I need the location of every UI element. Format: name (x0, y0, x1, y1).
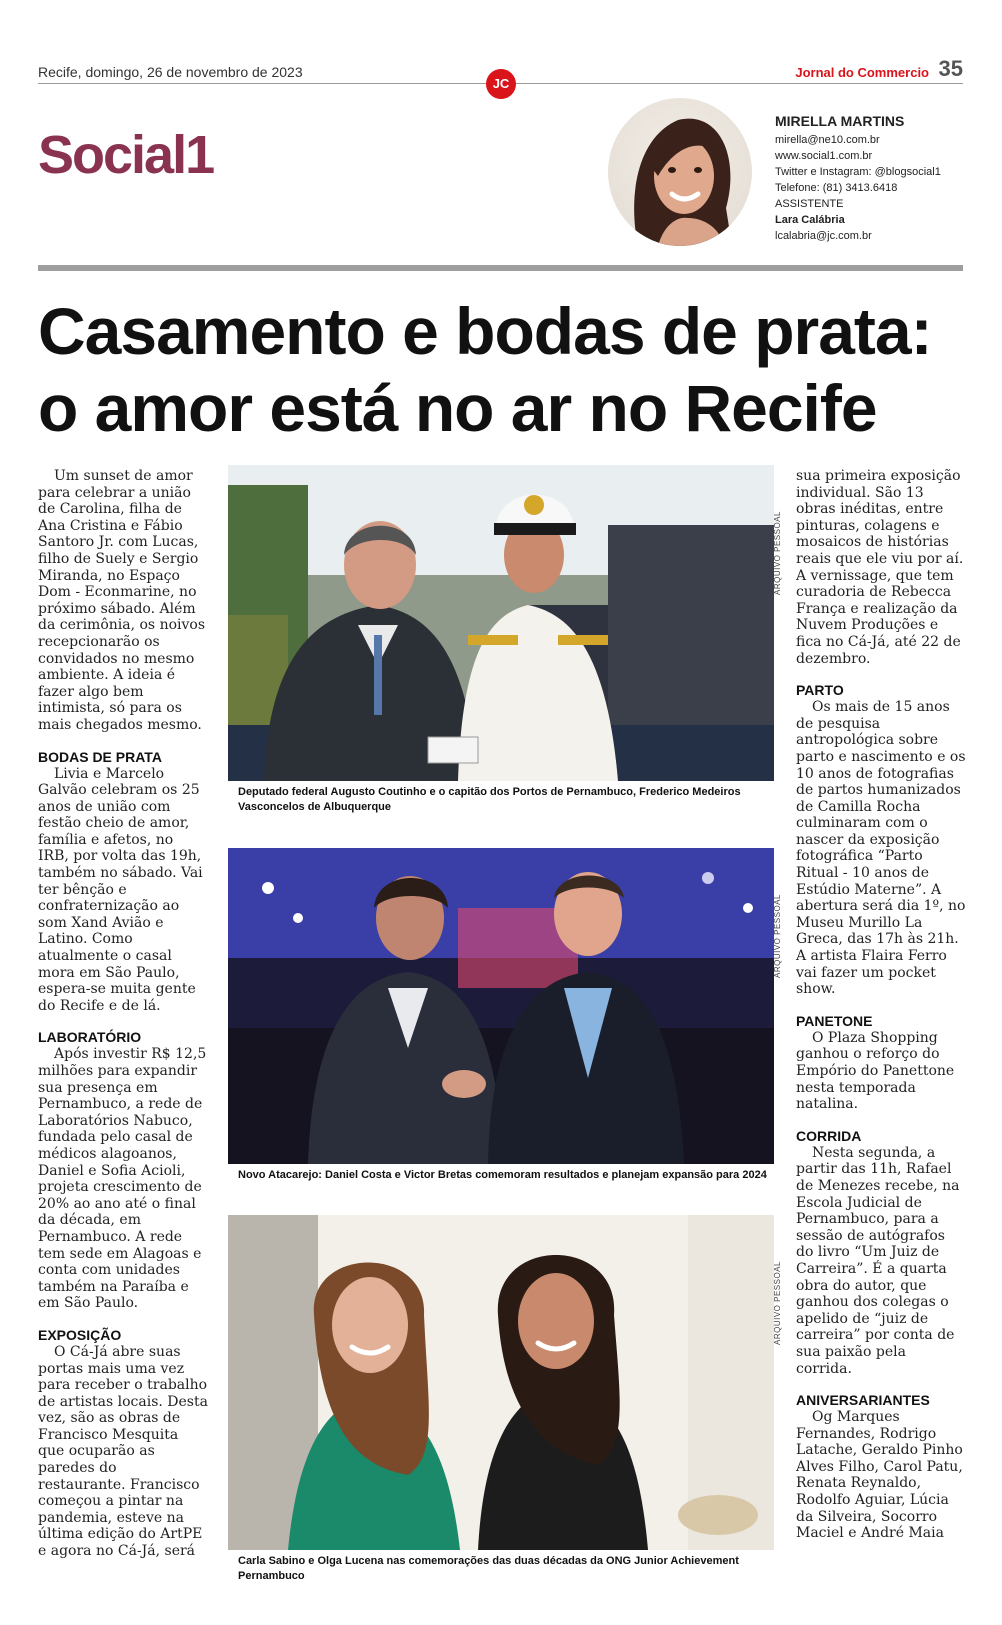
jc-logo-icon: JC (486, 69, 516, 99)
photo-3 (228, 1215, 774, 1550)
page-number: 35 (938, 56, 963, 81)
headline-line-2: o amor está no ar no Recife (38, 371, 877, 445)
columnist-phone: Telefone: (81) 3413.6418 (775, 182, 898, 194)
lab-heading: LABORATÓRIO (38, 1029, 142, 1046)
page-header (38, 56, 963, 91)
photo-2-caption: Novo Atacarejo: Daniel Costa e Victor Bretas comemoram resultados e planejam expansão para 2024 (238, 1169, 767, 1181)
assistant-label: ASSISTENTE (775, 198, 844, 210)
photo-1-caption: Deputado federal Augusto Coutinho e o capitão dos Portos de Pernambuco, Frederico Medeiros Vasconcelos de Albuquerque (238, 786, 741, 813)
expo-continuation: sua primeira exposição individual. São 13 obras inéditas, entre pinturas, colagens e mosaicos de histórias reais que ele viu por aí. A vernissage, que tem curadoria de Rebecca França e realização da Nuvem Produções e fica no Cá-Já, até 22 de dezembro. (796, 468, 964, 667)
parto-heading: PARTO (796, 682, 844, 699)
panetone-heading: PANETONE (796, 1012, 873, 1029)
left-column (38, 468, 208, 1560)
headline (38, 293, 968, 447)
columnist-name: MIRELLA MARTINS (775, 113, 905, 129)
paper-name: Jornal do Commercio (795, 65, 929, 80)
columnist-site[interactable]: www.social1.com.br (775, 150, 873, 162)
bodas-heading: BODAS DE PRATA (38, 748, 162, 765)
photo-1-credit: ARQUIVO PESSOAL (773, 511, 782, 595)
intro-paragraph: Um sunset de amor para celebrar a união de Carolina, filha de Ana Cristina e Fábio Santoro Jr. com Lucas, filho de Suely e Sergio Miranda, no Espaço Dom - Econmarine, no próximo sábado. Além da cerimônia, os noivos recepcionarão os convidados no mesmo ambiente. A ideia é fazer algo bem intimista, só para os mais chegados mesmo. (38, 468, 206, 733)
parto-paragraph: Os mais de 15 anos de pesquisa antropológica sobre parto e nascimento e os 10 anos de fotografias de partos humanizados de Camilla Rocha culminaram com o nascer da exposição fotográfica “Parto Ritual - 10 anos de Estúdio Materne”. A abertura será dia 1º, no Museu Murillo La Greca, das 17h às 21h. A artista Flaira Ferro vai fazer um pocket show. (796, 699, 966, 998)
columnist-email[interactable]: mirella@ne10.com.br (775, 134, 880, 146)
section-title: Social1 (38, 125, 214, 185)
section-divider (38, 265, 963, 271)
columnist-social: Twitter e Instagram: @blogsocial1 (775, 166, 941, 178)
bodas-paragraph: Livia e Marcelo Galvão celebram os 25 anos de união com festão cheio de amor, família e afetos, no IRB, por volta das 19h, também no sábado. Vai ter bênção e confraternização ao som Xand Avião e Latino. Como atualmente o casal mora em São Paulo, espera-se muita gente do Recife e de lá. (38, 765, 203, 1014)
aniversariantes-heading: ANIVERSARIANTES (796, 1392, 930, 1409)
corrida-heading: CORRIDA (796, 1127, 862, 1144)
right-column (796, 468, 966, 1542)
photo-1 (228, 465, 774, 781)
assistant-email[interactable]: lcalabria@jc.com.br (775, 230, 872, 242)
lab-paragraph: Após investir R$ 12,5 milhões para expandir sua presença em Pernambuco, a rede de Laboratórios Nabuco, fundada pelo casal de médicos alagoanos, Daniel e Sofia Acioli, projeta crescimento de 20% ao ano até o final da década, em Pernambuco. A rede tem sede em Alagoas e conta com unidades também na Paraíba e em São Paulo. (38, 1046, 207, 1312)
photo-2 (228, 848, 774, 1164)
photo-3-caption: Carla Sabino e Olga Lucena nas comemorações das duas décadas da ONG Junior Achievement Pernambuco (238, 1555, 739, 1582)
expo-heading: EXPOSIÇÃO (38, 1326, 122, 1343)
photo-2-credit: ARQUIVO PESSOAL (773, 894, 782, 978)
columnist-info (775, 112, 941, 244)
dateline: Recife, domingo, 26 de novembro de 2023 (38, 64, 303, 80)
photo-3-credit: ARQUIVO PESSOAL (773, 1261, 782, 1345)
headline-line-1: Casamento e bodas de prata: (38, 294, 932, 368)
assistant-name: Lara Calábria (775, 214, 845, 226)
expo-paragraph: O Cá-Já abre suas portas mais uma vez para receber o trabalho de artistas locais. Desta vez, são as obras de Francisco Mesquita que ocuparão as paredes do restaurante. Francisco começou a pintar na pandemia, esteve na última edição do ArtPE e agora no Cá-Já, será (38, 1343, 208, 1560)
aniversariantes-paragraph: Og Marques Fernandes, Rodrigo Latache, Geraldo Pinho Alves Filho, Carol Patu, Renata Reynaldo, Rodolfo Aguiar, Lúcia da Silveira, Socorro Maciel e André Maia (796, 1409, 963, 1542)
corrida-paragraph: Nesta segunda, a partir das 11h, Rafael de Menezes recebe, na Escola Judicial de Pernambuco, para a sessão de autógrafos do livro “Um Juiz de Carreira”. É a quarta obra do autor, que ganhou dos colegas o apelido de “juiz de carreira” por conta de sua paixão pela corrida. (796, 1144, 960, 1377)
panetone-paragraph: O Plaza Shopping ganhou o reforço do Empório do Panettone nesta temporada natalina. (796, 1029, 955, 1113)
columnist-portrait (608, 98, 752, 246)
